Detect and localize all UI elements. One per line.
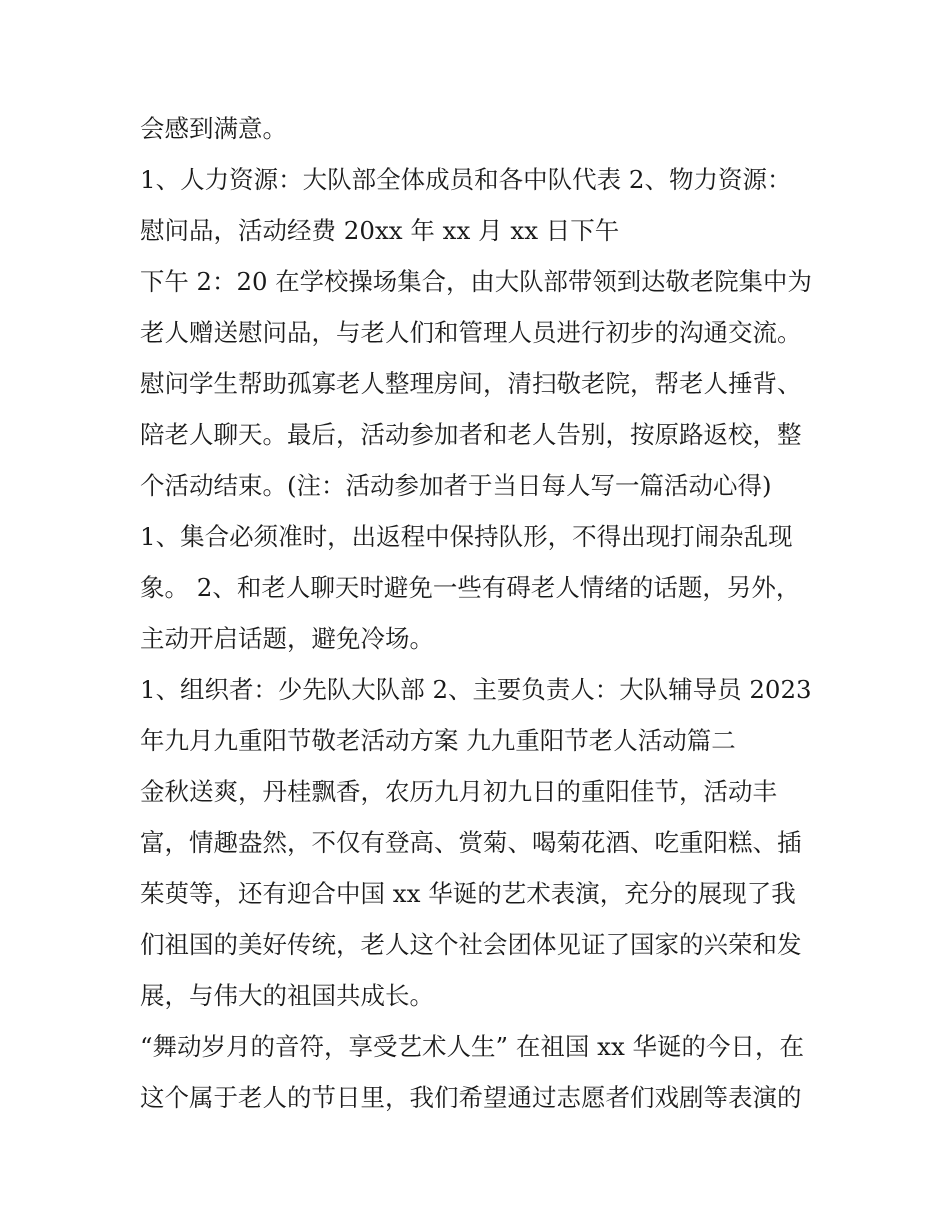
text-line-6: 慰问学生帮助孤寡老人整理房间，清扫敬老院，帮老人捶背、 bbox=[140, 369, 802, 398]
text-line-9: 1、集合必须准时，出返程中保持队形，不得出现打闹杂乱现 bbox=[140, 522, 793, 551]
text-line-16: 茱萸等，还有迎合中国 xx 华诞的艺术表演，充分的展现了我 bbox=[140, 879, 796, 908]
text-line-18: 展，与伟大的祖国共成长。 bbox=[140, 981, 434, 1010]
text-line-1: 会感到满意。 bbox=[140, 114, 287, 143]
text-line-2: 1、人力资源：大队部全体成员和各中队代表 2、物力资源： bbox=[140, 165, 792, 194]
text-line-20: 这个属于老人的节日里，我们希望通过志愿者们戏剧等表演的 bbox=[140, 1083, 802, 1112]
text-line-7: 陪老人聊天。最后，活动参加者和老人告别，按原路返校，整 bbox=[140, 420, 802, 449]
text-line-3: 慰问品，活动经费 20xx 年 xx 月 xx 日下午 bbox=[140, 216, 620, 245]
text-line-12: 1、组织者：少先队大队部 2、主要负责人：大队辅导员 2023 bbox=[140, 675, 812, 704]
text-line-10: 象。 2、和老人聊天时避免一些有碍老人情绪的话题，另外， bbox=[140, 573, 801, 602]
text-line-17: 们祖国的美好传统，老人这个社会团体见证了国家的兴荣和发 bbox=[140, 930, 802, 959]
text-line-4: 下午 2：20 在学校操场集合，由大队部带领到达敬老院集中为 bbox=[140, 267, 812, 296]
text-line-14: 金秋送爽，丹桂飘香，农历九月初九日的重阳佳节，活动丰 bbox=[140, 777, 777, 806]
text-line-11: 主动开启话题，避免冷场。 bbox=[140, 624, 434, 653]
text-line-19: “舞动岁月的音符，享受艺术人生” 在祖国 xx 华诞的今日，在 bbox=[140, 1032, 805, 1061]
text-line-13: 年九月九重阳节敬老活动方案 九九重阳节老人活动篇二 bbox=[140, 726, 736, 755]
text-line-5: 老人赠送慰问品，与老人们和管理人员进行初步的沟通交流。 bbox=[140, 318, 802, 347]
text-line-8: 个活动结束。(注：活动参加者于当日每人写一篇活动心得) bbox=[140, 471, 772, 500]
text-line-15: 富，情趣盎然，不仅有登高、赏菊、喝菊花酒、吃重阳糕、插 bbox=[140, 828, 802, 857]
